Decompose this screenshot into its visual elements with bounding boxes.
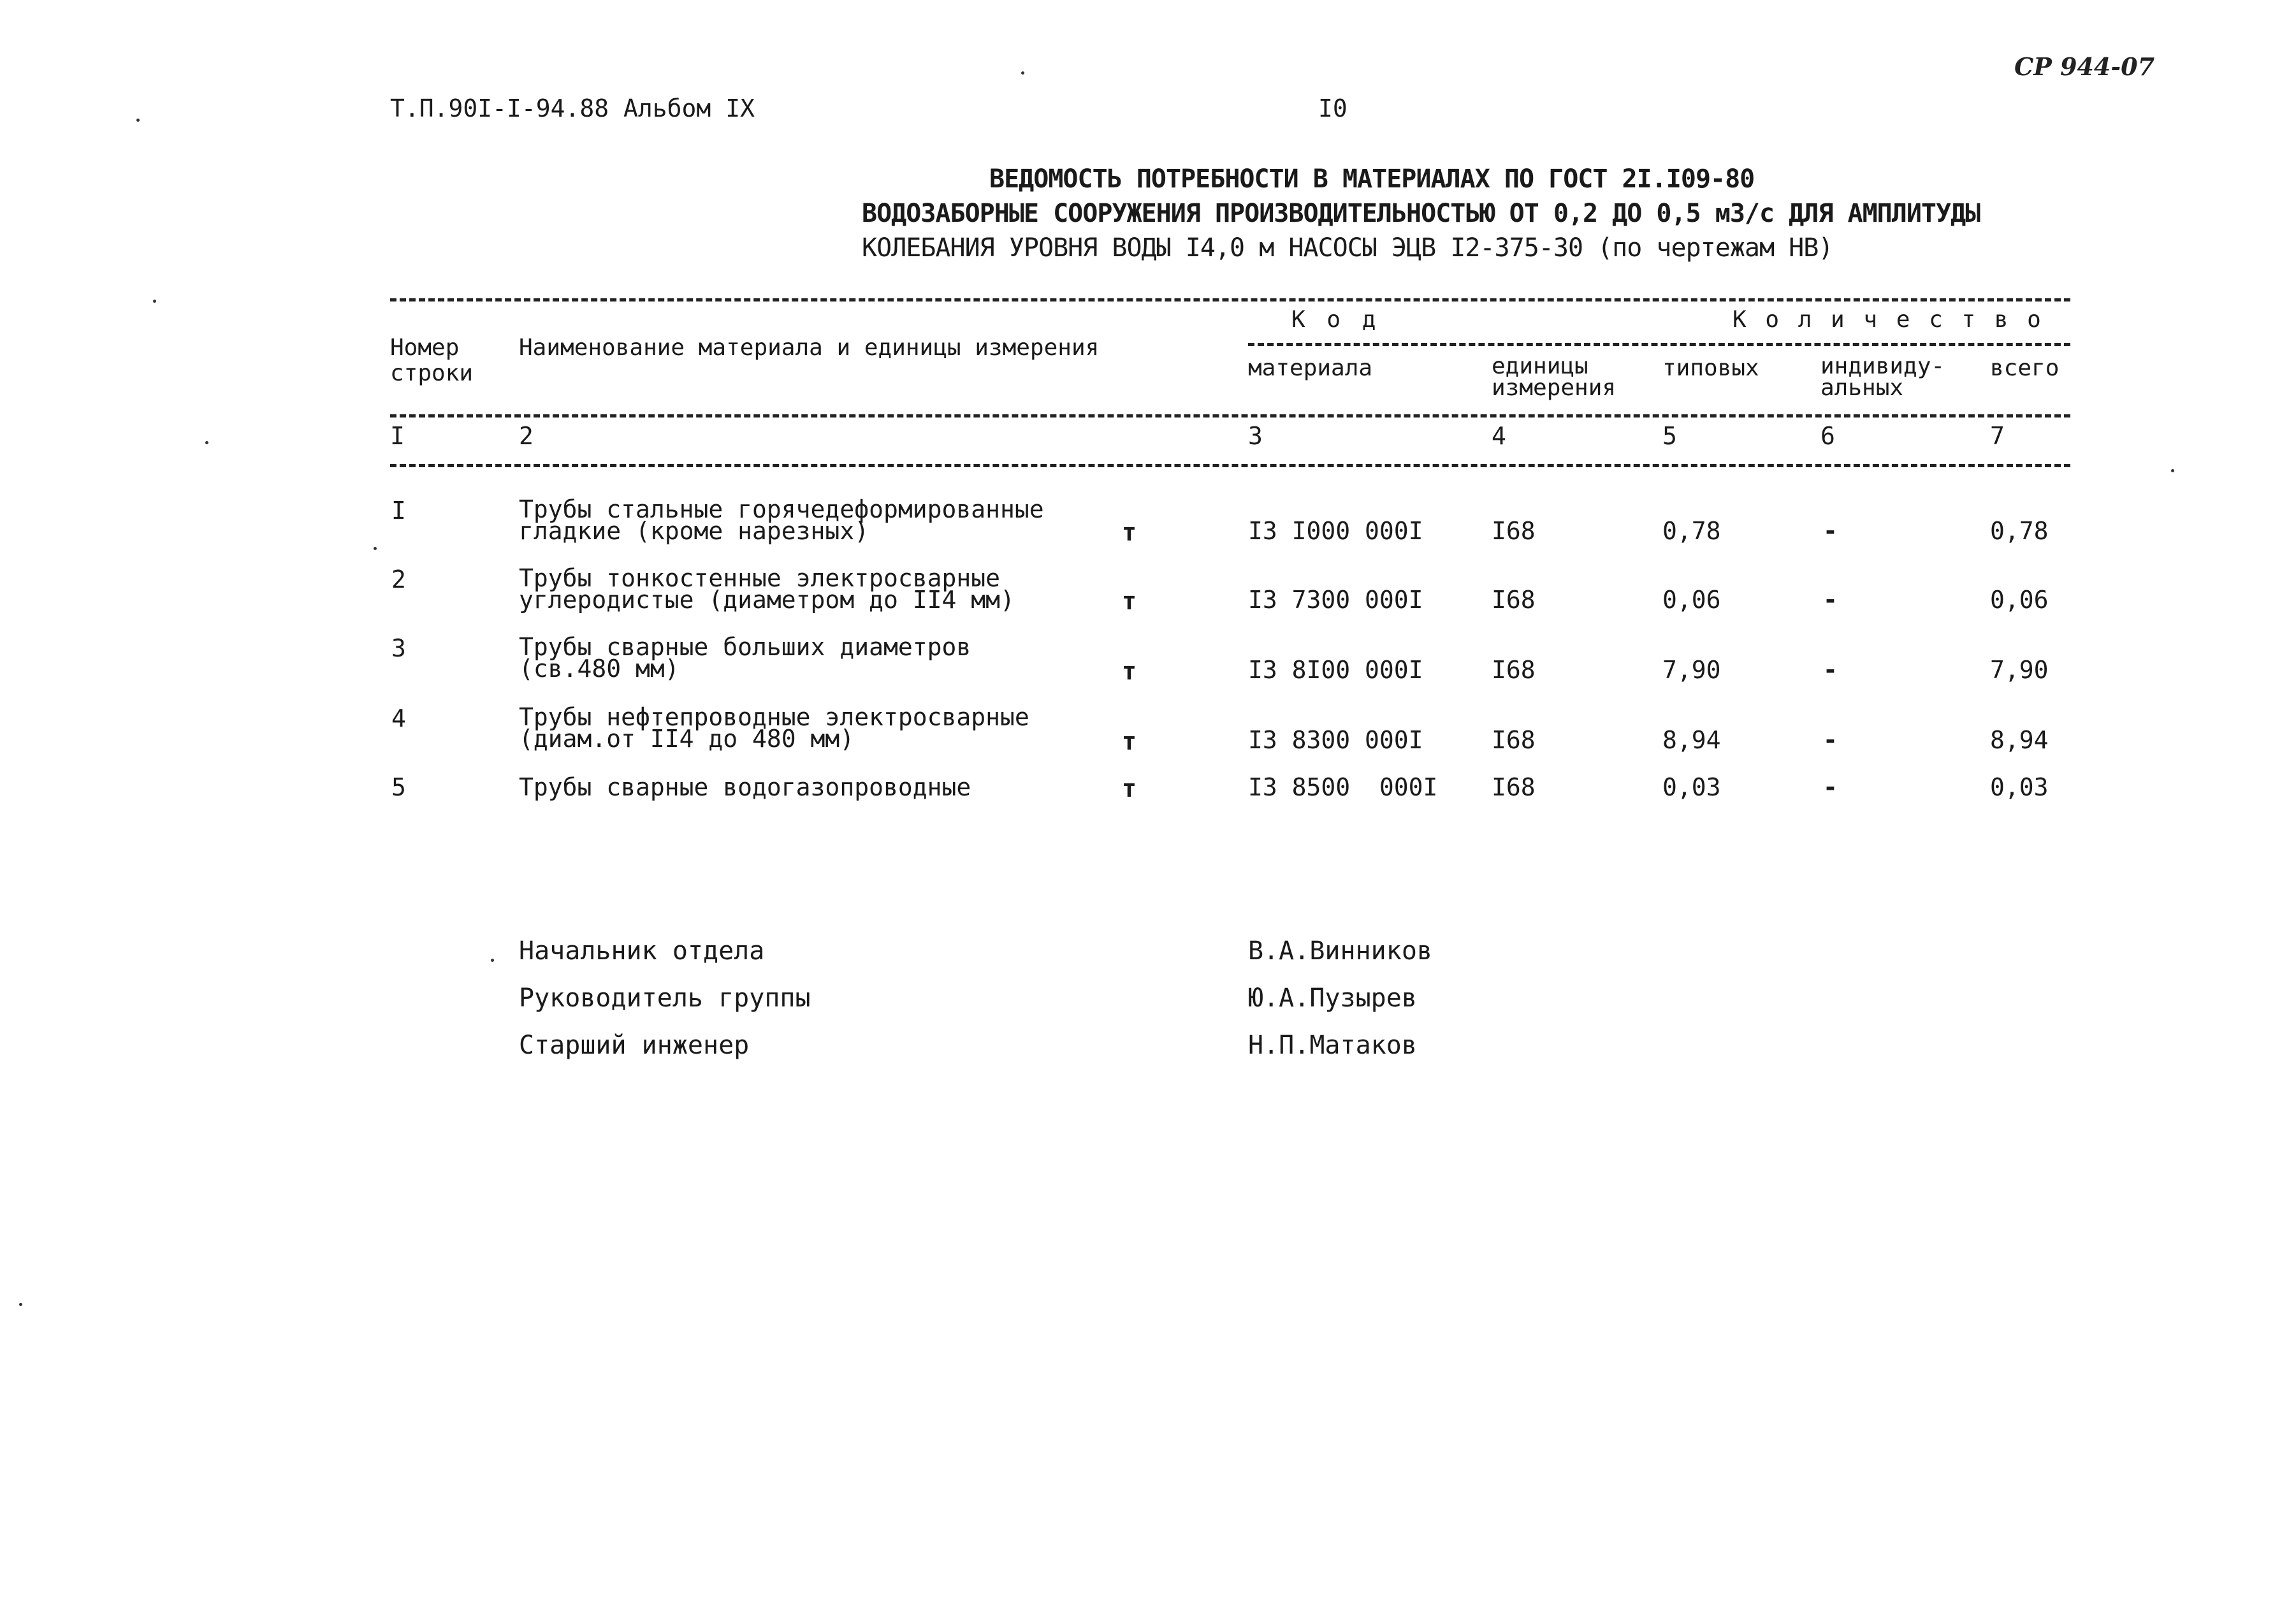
scan-speck [19, 1303, 22, 1306]
header-material-name: Наименование материала и единицы измерения [519, 335, 1100, 361]
title-line-2: ВОДОЗАБОРНЫЕ СООРУЖЕНИЯ ПРОИЗВОДИТЕЛЬНОСТЬЮ ОТ 0,2 ДО 0,5 м3/с ДЛЯ АМПЛИТУДЫ [862, 199, 1980, 228]
material-name: Трубы нефтепроводные электросварные (диам.от II4 до 480 мм) [519, 703, 1029, 753]
signature-role-3: Старший инженер [519, 1031, 750, 1060]
unit-code: I68 [1492, 517, 1536, 545]
signature-name-2: Ю.А.Пузырев [1248, 984, 1417, 1013]
column-number-5: 5 [1662, 422, 1677, 450]
material-unit: т [1122, 587, 1137, 615]
material-name: Трубы сварные водогазопроводные [519, 773, 971, 801]
qty-typical: 7,90 [1662, 656, 1721, 684]
material-code: I3 8300 000I [1248, 726, 1423, 754]
signature-name-3: Н.П.Матаков [1248, 1031, 1417, 1060]
qty-total: 8,94 [1990, 726, 2049, 754]
scan-speck [136, 119, 140, 122]
header-qty-individual: индивиду- альных [1820, 353, 1945, 401]
signature-name-1: В.А.Винников [1248, 936, 1432, 966]
qty-individual: - [1823, 773, 1838, 801]
page-number: I0 [1318, 94, 1348, 122]
scan-speck [153, 300, 156, 303]
qty-total: 0,03 [1990, 773, 2049, 801]
document-reference: Т.П.90I-I-94.88 Альбом IX [390, 94, 755, 122]
qty-typical: 0,03 [1662, 773, 1721, 801]
qty-typical: 8,94 [1662, 726, 1721, 754]
qty-total: 0,78 [1990, 517, 2049, 545]
signature-role-1: Начальник отдела [519, 936, 765, 966]
material-name: Трубы сварные больших диаметров (св.480 мм) [519, 633, 971, 683]
material-code: I3 7300 000I [1248, 586, 1423, 614]
scan-speck [491, 959, 494, 962]
header-code-group: К о д [1291, 307, 1380, 333]
header-code-unit: единицы измерения [1492, 353, 1617, 401]
row-number: I [391, 497, 406, 525]
material-unit: т [1122, 727, 1137, 755]
qty-individual: - [1823, 586, 1838, 614]
scan-speck [1021, 71, 1024, 75]
material-code: I3 8I00 000I [1248, 656, 1423, 684]
signature-role-2: Руководитель группы [519, 984, 811, 1013]
qty-individual: - [1823, 517, 1838, 545]
material-code: I3 I000 000I [1248, 517, 1423, 545]
qty-total: 7,90 [1990, 656, 2049, 684]
unit-code: I68 [1492, 726, 1536, 754]
column-number-3: 3 [1248, 422, 1263, 450]
scan-speck [374, 547, 377, 550]
title-line-1: ВЕДОМОСТЬ ПОТРЕБНОСТИ В МАТЕРИАЛАХ ПО ГОСТ 2I.I09-80 [989, 164, 1755, 194]
column-number-2: 2 [519, 422, 534, 450]
material-unit: т [1122, 657, 1137, 685]
header-row-number: Номер строки [390, 335, 474, 386]
header-quantity-group: К о л и ч е с т в о [1733, 307, 2044, 333]
unit-code: I68 [1492, 773, 1536, 801]
qty-individual: - [1823, 656, 1838, 684]
qty-individual: - [1823, 726, 1838, 754]
unit-code: I68 [1492, 586, 1536, 614]
archive-stamp: СР 944-07 [2014, 52, 2155, 81]
qty-typical: 0,06 [1662, 586, 1721, 614]
header-qty-total: всего [1990, 355, 2060, 381]
row-number: 5 [391, 773, 406, 801]
rule-header-bottom [390, 414, 2070, 417]
rule-top [390, 298, 2070, 301]
unit-code: I68 [1492, 656, 1536, 684]
scan-speck [2171, 469, 2174, 472]
material-code: I3 8500 000I [1248, 773, 1438, 801]
row-number: 4 [391, 704, 406, 732]
header-code-material: материала [1248, 355, 1373, 381]
title-line-3: КОЛЕБАНИЯ УРОВНЯ ВОДЫ I4,0 м НАСОСЫ ЭЦВ I2-375-30 (по чертежам НВ) [862, 233, 1833, 263]
rule-subheader [1248, 343, 2070, 346]
column-number-4: 4 [1492, 422, 1506, 450]
header-qty-typical: типовых [1662, 355, 1759, 381]
column-number-7: 7 [1990, 422, 2005, 450]
material-name: Трубы стальные горячедеформированные гладкие (кроме нарезных) [519, 495, 1044, 545]
scan-speck [205, 441, 208, 444]
rule-columns-bottom [390, 464, 2070, 467]
row-number: 3 [391, 634, 406, 662]
material-name: Трубы тонкостенные электросварные углеродистые (диаметром до II4 мм) [519, 564, 1015, 614]
column-number-1: I [390, 422, 405, 450]
row-number: 2 [391, 565, 406, 593]
qty-typical: 0,78 [1662, 517, 1721, 545]
material-unit: т [1122, 518, 1137, 546]
column-number-6: 6 [1820, 422, 1835, 450]
material-unit: т [1122, 774, 1137, 802]
qty-total: 0,06 [1990, 586, 2049, 614]
